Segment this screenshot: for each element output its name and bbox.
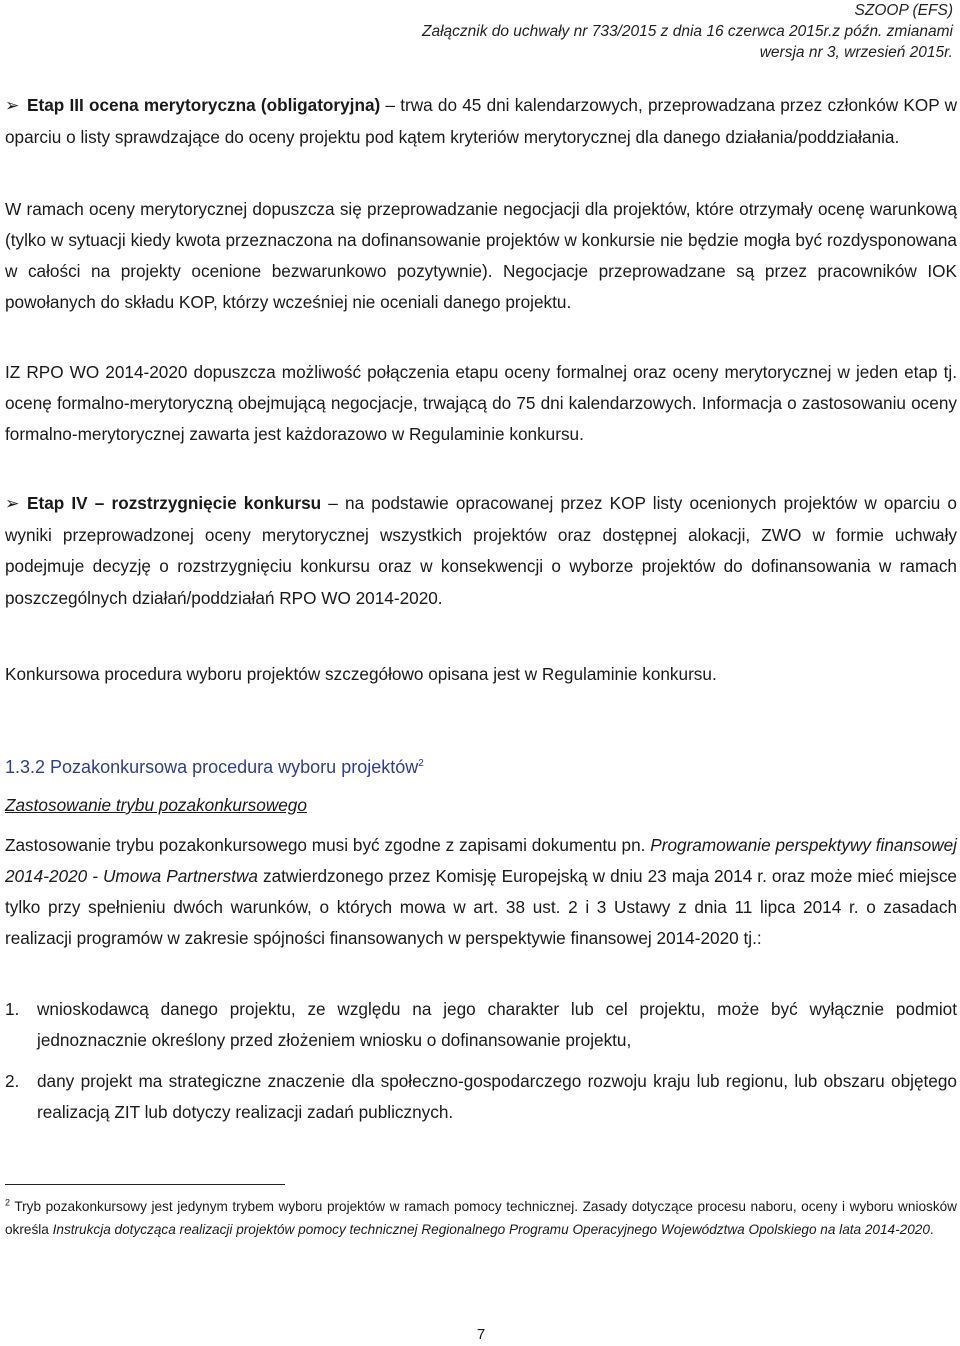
list-item-text: dany projekt ma strategiczne znaczenie dla społeczno-gospodarczego rozwoju kraju lub regionu, lub obszaru objętego realizacją ZIT lub dotyczy realizacji zadań publicznych.: [37, 1071, 957, 1122]
partnership-agreement-title: Programowanie perspektywy finansowej 2014-2020 - Umowa Partnerstwa: [5, 835, 957, 886]
etap4-title: Etap IV – rozstrzygnięcie konkursu: [27, 493, 322, 513]
footnote-reference: 2: [418, 758, 424, 769]
etap3-title: Etap III ocena merytoryczna (obligatoryjna): [27, 95, 381, 115]
non-competition-text-2: zatwierdzonego przez Komisję Europejską w dniu 23 maja 2014 r. oraz może mieć miejsce tylko przy spełnieniu dwóch warunków, o których mowa w art. 38 ust. 2 i 3 Ustawy z dnia 11 lipca 2014 r. o zasadach realizacji programów w zakresie spójności finansowanych w perspektywie finansowej 2014-2020 tj.:: [5, 866, 957, 948]
etap3-paragraph: [5, 90, 957, 153]
page-number: 7: [476, 1326, 486, 1343]
list-item-number: 2.: [5, 1071, 20, 1091]
header-version: wersja nr 3, wrzesień 2015r.: [759, 44, 953, 61]
arrow-bullet-icon: ➢: [5, 95, 20, 115]
non-competition-paragraph: [5, 830, 957, 954]
negotiation-paragraph: W ramach oceny merytorycznej dopuszcza się przeprowadzanie negocjacji dla projektów, które otrzymały ocenę warunkową (tylko w sytuacji kiedy kwota przeznaczona na dofinansowanie projektów w konkursie nie będzie mogła być rozdysponowana w całości na projekty ocenione bezwarunkowo pozytywnie). Negocjacje przeprowadzane są przez pracowników IOK powołanych do składu KOP, którzy wcześniej nie oceniali danego projektu.: [5, 199, 957, 312]
footnote: [5, 1196, 957, 1241]
combined-evaluation-paragraph: IZ RPO WO 2014-2020 dopuszcza możliwość połączenia etapu oceny formalnej oraz oceny merytorycznej w jeden etap tj. ocenę formalno-merytoryczną obejmującą negocjacje, trwającą do 75 dni kalendarzowych. Informacja o zastosowaniu oceny formalno-merytorycznej zawarta jest każdorazowo w Regulaminie konkursu.: [5, 362, 957, 444]
non-competition-text-1: Zastosowanie trybu pozakonkursowego musi być zgodne z zapisami dokumentu pn.: [5, 835, 651, 855]
page-header: [422, 0, 953, 63]
etap4-text: – na podstawie opracowanej przez KOP listy ocenionych projektów w oparciu o wyniki przeprowadzonej oceny merytorycznej wszystkich projektów oraz dostępnej alokacji, ZWO w formie uchwały podejmuje decyzję o rozstrzygnięciu konkursu oraz w konsekwencji o wyborze projektów do dofinansowania w ramach poszczególnych działań/poddziałań RPO WO 2014-2020.: [5, 493, 957, 608]
section-subheading: Zastosowanie trybu pozakonkursowego: [5, 795, 307, 815]
footnote-number: 2: [5, 1197, 11, 1208]
etap4-paragraph: [5, 488, 957, 614]
header-program: SZOOP (EFS): [854, 2, 953, 19]
section-heading: [5, 752, 424, 782]
list-item-text: wnioskodawcą danego projektu, ze względu na jego charakter lub cel projektu, może być wyłącznie podmiot jednoznacznie określony przed złożeniem wniosku o dofinansowanie projektu,: [37, 999, 957, 1050]
etap3-text: – trwa do 45 dni kalendarzowych, przeprowadzana przez członków KOP w oparciu o listy sprawdzające do oceny projektu pod kątem kryteriów merytorycznej dla danego działania/poddziałania.: [5, 95, 957, 147]
arrow-bullet-icon: ➢: [5, 493, 20, 513]
list-item: [5, 994, 957, 1056]
footnote-text-1: Tryb pozakonkursowy jest jedynym trybem wyboru projektów w ramach pomocy technicznej. Zasady dotyczące procesu naboru, oceny i wyboru wniosków określa: [5, 1199, 957, 1237]
header-resolution: Załącznik do uchwały nr 733/2015 z dnia 16 czerwca 2015r.z późn. zmianami: [421, 23, 953, 40]
footnote-divider: [5, 1184, 285, 1185]
list-item: [5, 1066, 957, 1128]
list-item-number: 1.: [5, 999, 20, 1019]
competition-procedure-paragraph: Konkursowa procedura wyboru projektów szczegółowo opisana jest w Regulaminie konkursu.: [5, 664, 717, 684]
section-heading-text: 1.3.2 Pozakonkursowa procedura wyboru projektów: [5, 757, 419, 777]
footnote-instruction-title: Instrukcja dotycząca realizacji projektów pomocy technicznej Regionalnego Programu Operacyjnego Województwa Opolskiego na lata 2014-2020: [52, 1221, 930, 1237]
footnote-text-2: .: [929, 1221, 934, 1237]
